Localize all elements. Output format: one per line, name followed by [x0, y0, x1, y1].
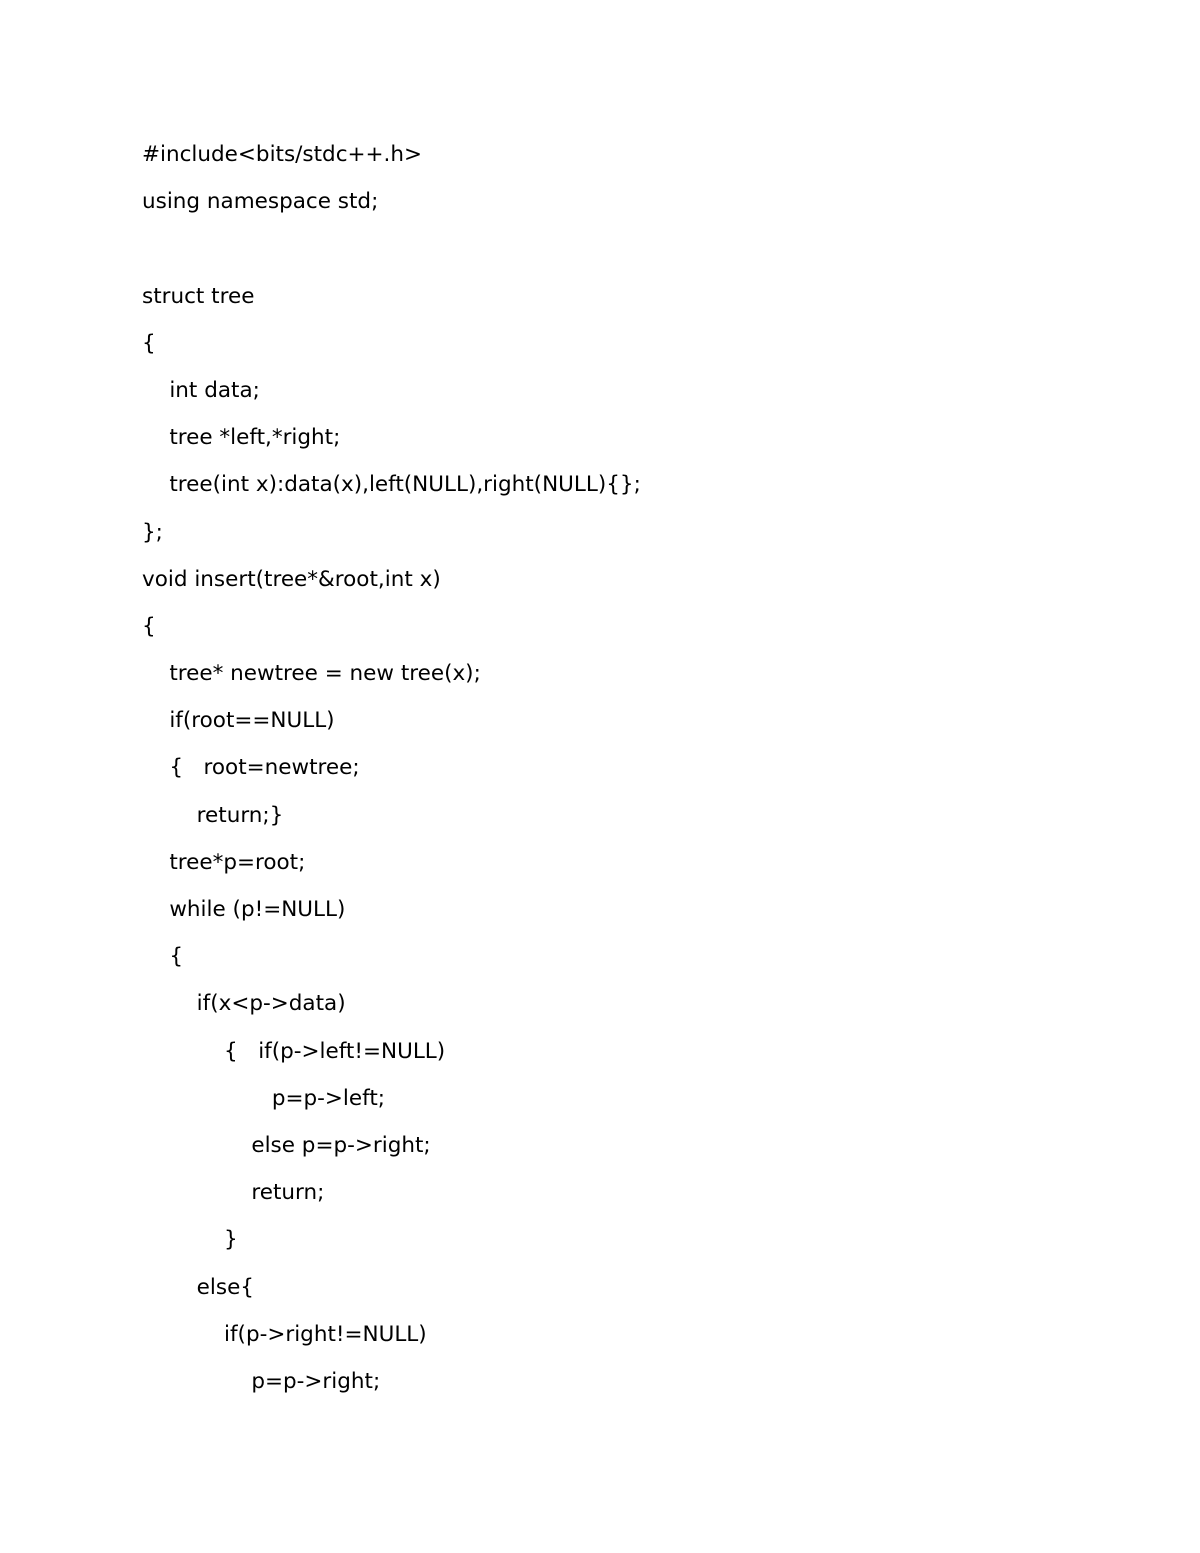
code-line-constructor: tree(int x):data(x),left(NULL),right(NULL){};	[142, 472, 641, 498]
code-line-move-left: p=p->left;	[142, 1085, 385, 1111]
code-line-root-null-check: if(root==NULL)	[142, 708, 335, 734]
code-line-struct-decl: struct tree	[142, 283, 255, 309]
code-line-move-right: p=p->right;	[142, 1368, 381, 1394]
code-line-include: #include<bits/stdc++.h>	[142, 142, 423, 167]
code-line-while-loop: while (p!=NULL)	[142, 897, 346, 922]
code-body	[142, 131, 641, 1405]
code-line-return: return;	[142, 1180, 325, 1206]
code-line-field-data: int data;	[142, 377, 260, 403]
code-line-pointer-init: tree*p=root;	[142, 849, 306, 875]
code-line-insert-signature: void insert(tree*&root,int x)	[142, 566, 441, 592]
code-line-if-less: if(x<p->data)	[142, 991, 346, 1017]
code-line-if-left-not-null: { if(p->left!=NULL)	[142, 1038, 446, 1064]
code-line-struct-open-brace: {	[142, 330, 156, 356]
code-line-while-open-brace: {	[142, 944, 184, 970]
code-line-new-node: tree* newtree = new tree(x);	[142, 661, 481, 687]
code-line-field-pointers: tree *left,*right;	[142, 425, 341, 451]
code-line-insert-open-brace: {	[142, 613, 156, 639]
code-line-if-close-brace: }	[142, 1227, 238, 1253]
code-line-struct-close-brace: };	[142, 519, 163, 545]
code-line-if-right-not-null: if(p->right!=NULL)	[142, 1321, 427, 1347]
code-line-else-move-right: else p=p->right;	[142, 1132, 431, 1158]
code-line-blank	[142, 225, 641, 272]
code-line-early-return: return;}	[142, 802, 284, 828]
code-line-root-assign: { root=newtree;	[142, 755, 360, 781]
code-line-using-namespace: using namespace std;	[142, 189, 379, 215]
code-line-else-open: else{	[142, 1274, 254, 1300]
